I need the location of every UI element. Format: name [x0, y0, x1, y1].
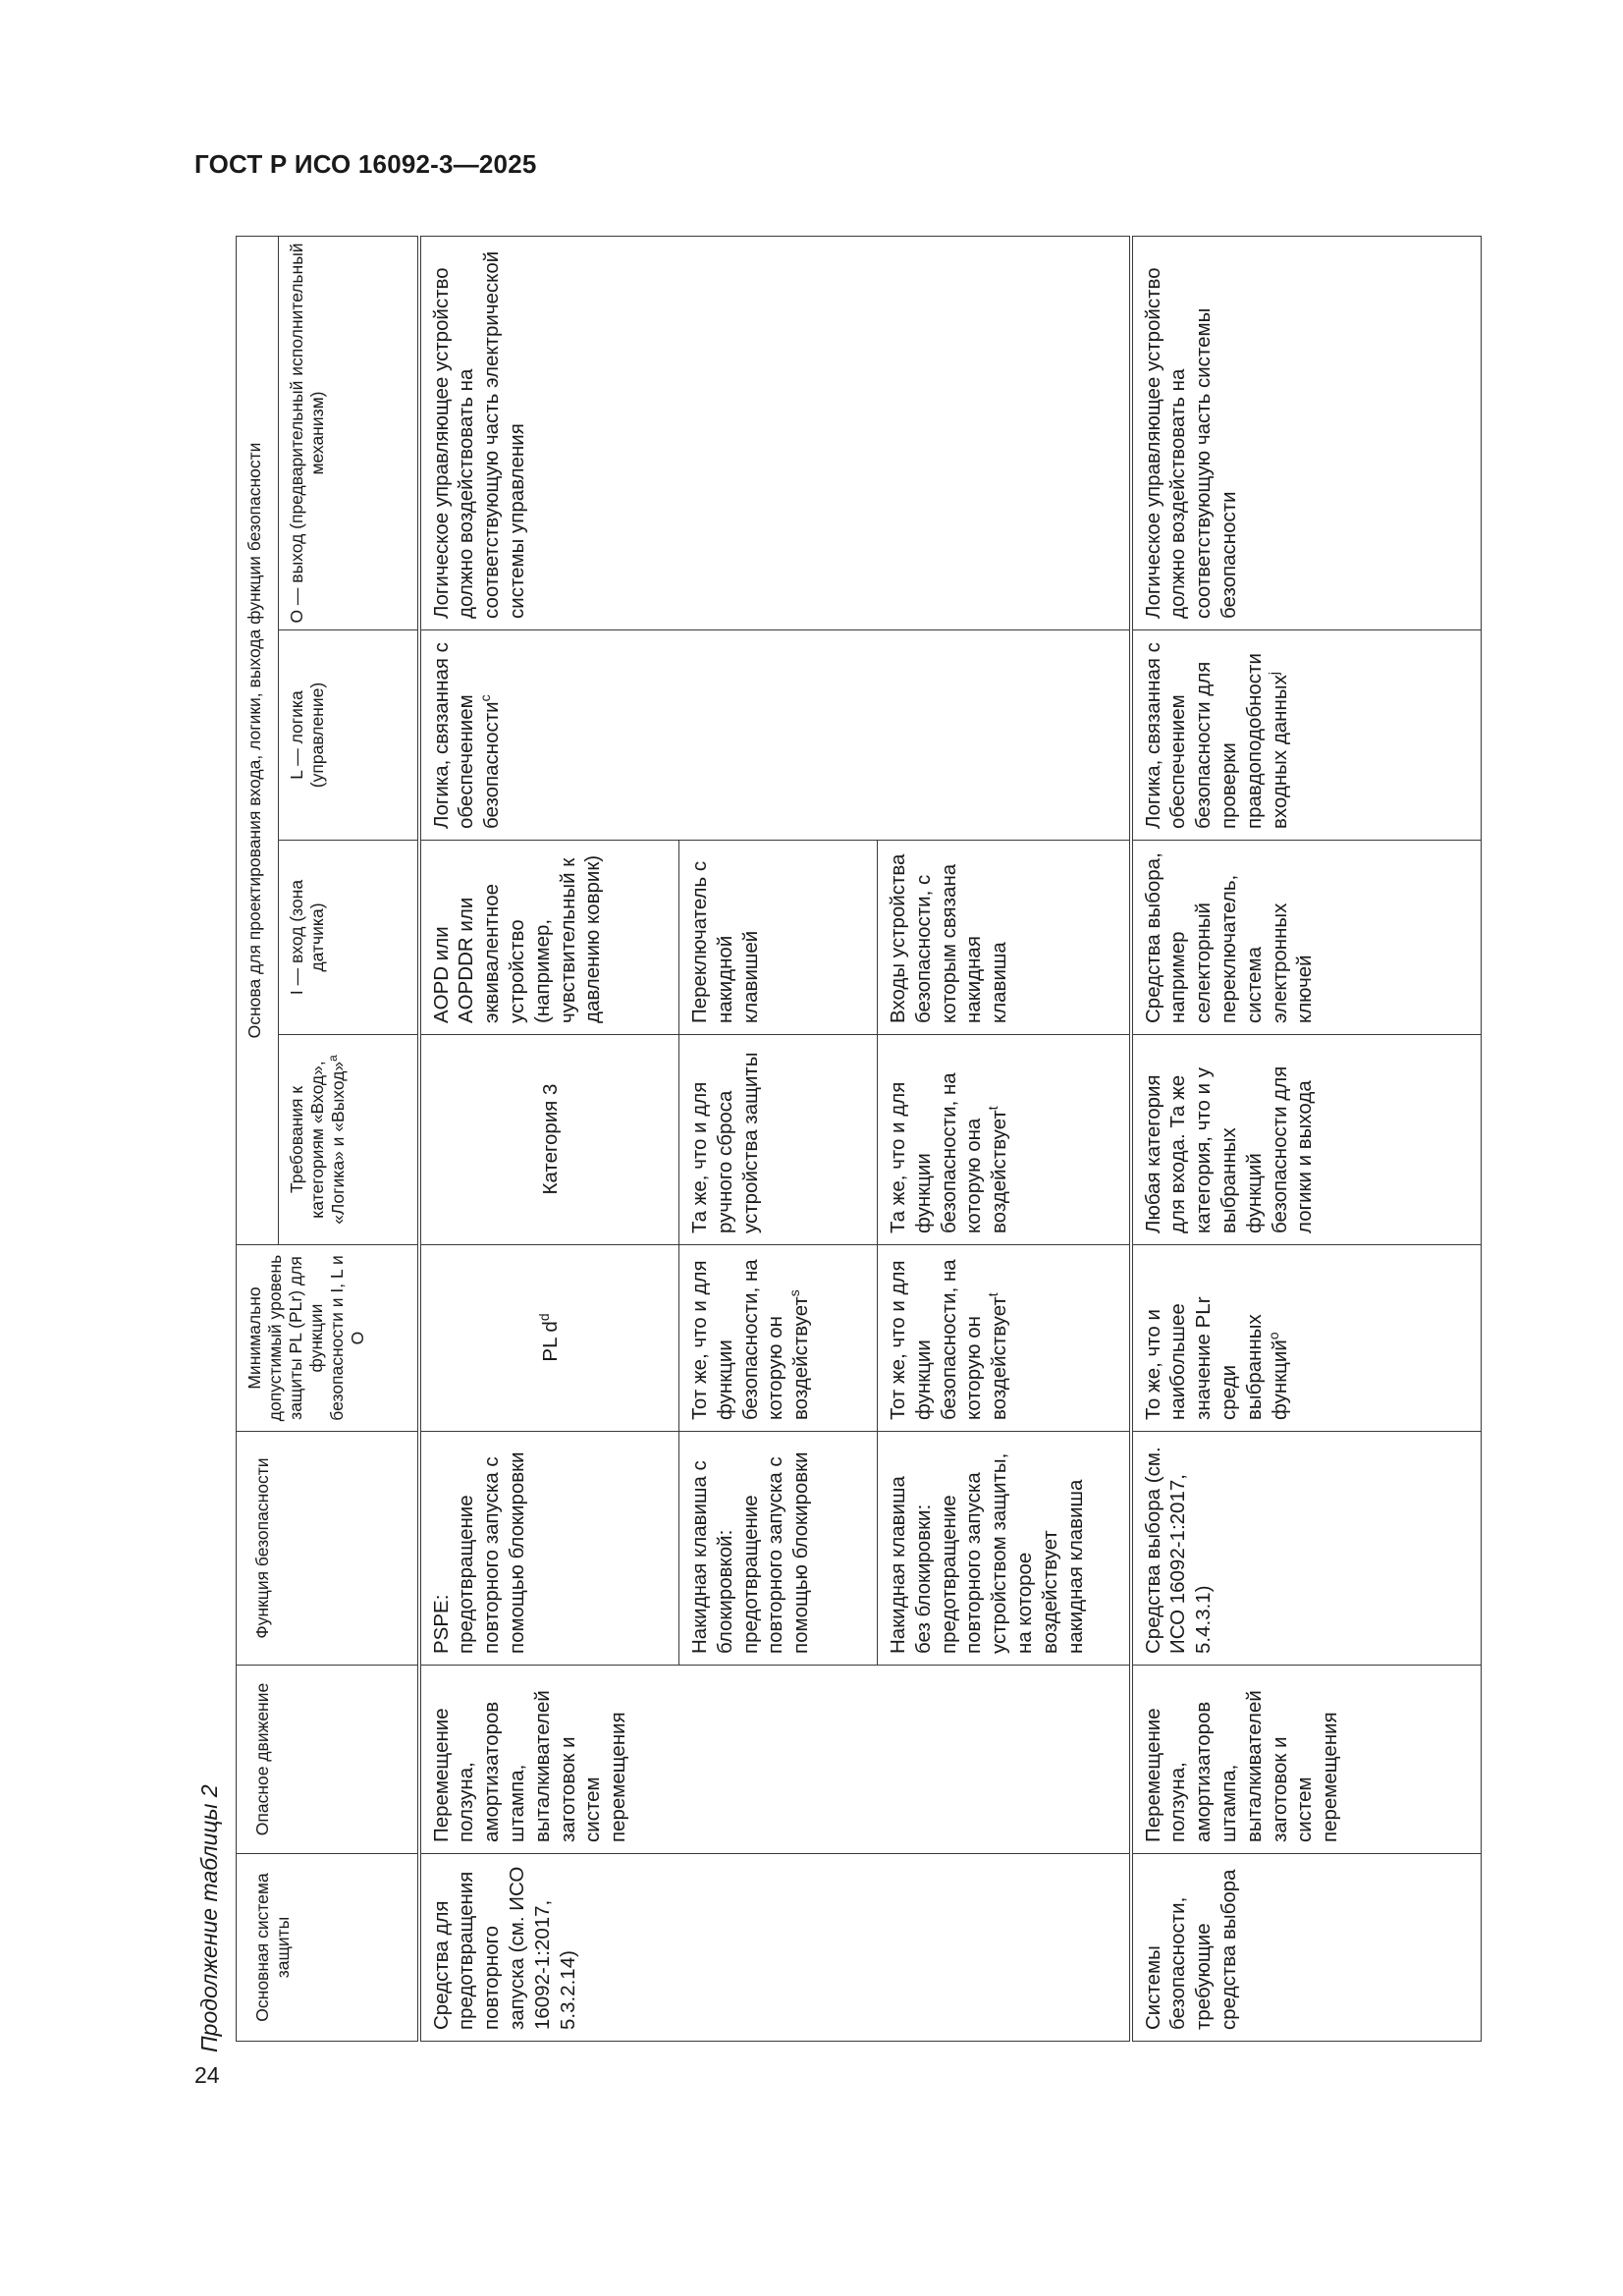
- cell-input: Входы устройства безопасности, с которым связана накидная клавиша: [878, 841, 1131, 1035]
- cell-function: Средства выбора (см. ИСО 16092-1:2017, 5.4.3.1): [1131, 1432, 1482, 1666]
- document-title: ГОСТ Р ИСО 16092-3—2025: [194, 149, 537, 179]
- header-system: Основная система защиты: [237, 1854, 419, 2042]
- header-output: O — выход (предварительный исполнительный механизм): [279, 236, 419, 629]
- cell-pl: Тот же, что и для функции безопасности, на которую он воздействует$^t$: [878, 1245, 1131, 1432]
- table-row: [1131, 236, 1482, 2041]
- header-pl: Минимально допустимый уровень защиты PL (PLr) для функции безопасности и I, L и O: [237, 1245, 419, 1432]
- cell-hazard: Перемещение ползуна, амортизаторов штампа, выталкивателей заготовок и систем перемещения: [1131, 1666, 1482, 1854]
- cell-category: Категория 3: [419, 1035, 679, 1245]
- cell-hazard: Перемещение ползуна, амортизаторов штампа, выталкивателей заготовок и систем перемещения: [419, 1666, 1131, 1854]
- header-row-1: [237, 236, 279, 2041]
- header-category: Требования к категориям «Вход», «Логика» и «Выход»$^a$: [279, 1035, 419, 1245]
- header-logic: L — логика (управление): [279, 630, 419, 841]
- cell-category: Любая категория для входа. Та же категория, что и у выбранных функций безопасности для логики и выхода: [1131, 1035, 1482, 1245]
- cell-function: PSPE: предотвращение повторного запуска с помощью блокировки: [419, 1432, 679, 1666]
- cell-output: Логическое управляющее устройство должно воздействовать на соответствующую часть электрической системы управления: [419, 236, 1131, 629]
- cell-pl: Тот же, что и для функции безопасности, на которую он воздействует$^s$: [679, 1245, 878, 1432]
- header-input: I — вход (зона датчика): [279, 841, 419, 1035]
- header-function: Функция безопасности: [237, 1432, 419, 1666]
- table-container: [236, 237, 1481, 2042]
- cell-system: Средства для предотвращения повторного запуска (см. ИСО 16092-1:2017, 5.3.2.14): [419, 1854, 1131, 2042]
- cell-pl: PL $d^d$: [419, 1245, 679, 1432]
- cell-category: Та же, что и для ручного сброса устройства защиты: [679, 1035, 878, 1245]
- page-number: 24: [194, 2062, 220, 2088]
- cell-system: Системы безопасности, требующие средства выбора: [1131, 1854, 1482, 2042]
- table-caption: Продолжение таблицы 2: [196, 1784, 222, 2052]
- cell-logic: Логика, связанная с обеспечением безопасности для проверки правдоподобности входных данных$^j$: [1131, 630, 1482, 841]
- header-design-basis: Основа для проектирования входа, логики, выхода функции безопасности: [237, 236, 279, 1244]
- cell-input: Переключатель с накидной клавишей: [679, 841, 878, 1035]
- cell-logic: Логика, связанная с обеспечением безопасности$^c$: [419, 630, 1131, 841]
- cell-input: Средства выбора, например селекторный переключатель, система электронных ключей: [1131, 841, 1482, 1035]
- header-hazard: Опасное движение: [237, 1666, 419, 1854]
- cell-input: AOPD или AOPDDR или эквивалентное устройство (например, чувствительный к давлению коврик): [419, 841, 679, 1035]
- cell-category: Та же, что и для функции безопасности, на которую она воздействует$^t$: [878, 1035, 1131, 1245]
- cell-function: Накидная клавиша без блокировки: предотвращение повторного запуска устройством защиты, на которое воздействует накидная клавиша: [878, 1432, 1131, 1666]
- cell-pl: То же, что и наибольшее значение PLr среди выбранных функций$^o$: [1131, 1245, 1482, 1432]
- cell-output: Логическое управляющее устройство должно воздействовать на соответствующую часть системы безопасности: [1131, 236, 1482, 629]
- cell-function: Накидная клавиша с блокировкой: предотвращение повторного запуска с помощью блокировки: [679, 1432, 878, 1666]
- table-row: [419, 236, 679, 2041]
- safety-functions-table: [236, 236, 1482, 2042]
